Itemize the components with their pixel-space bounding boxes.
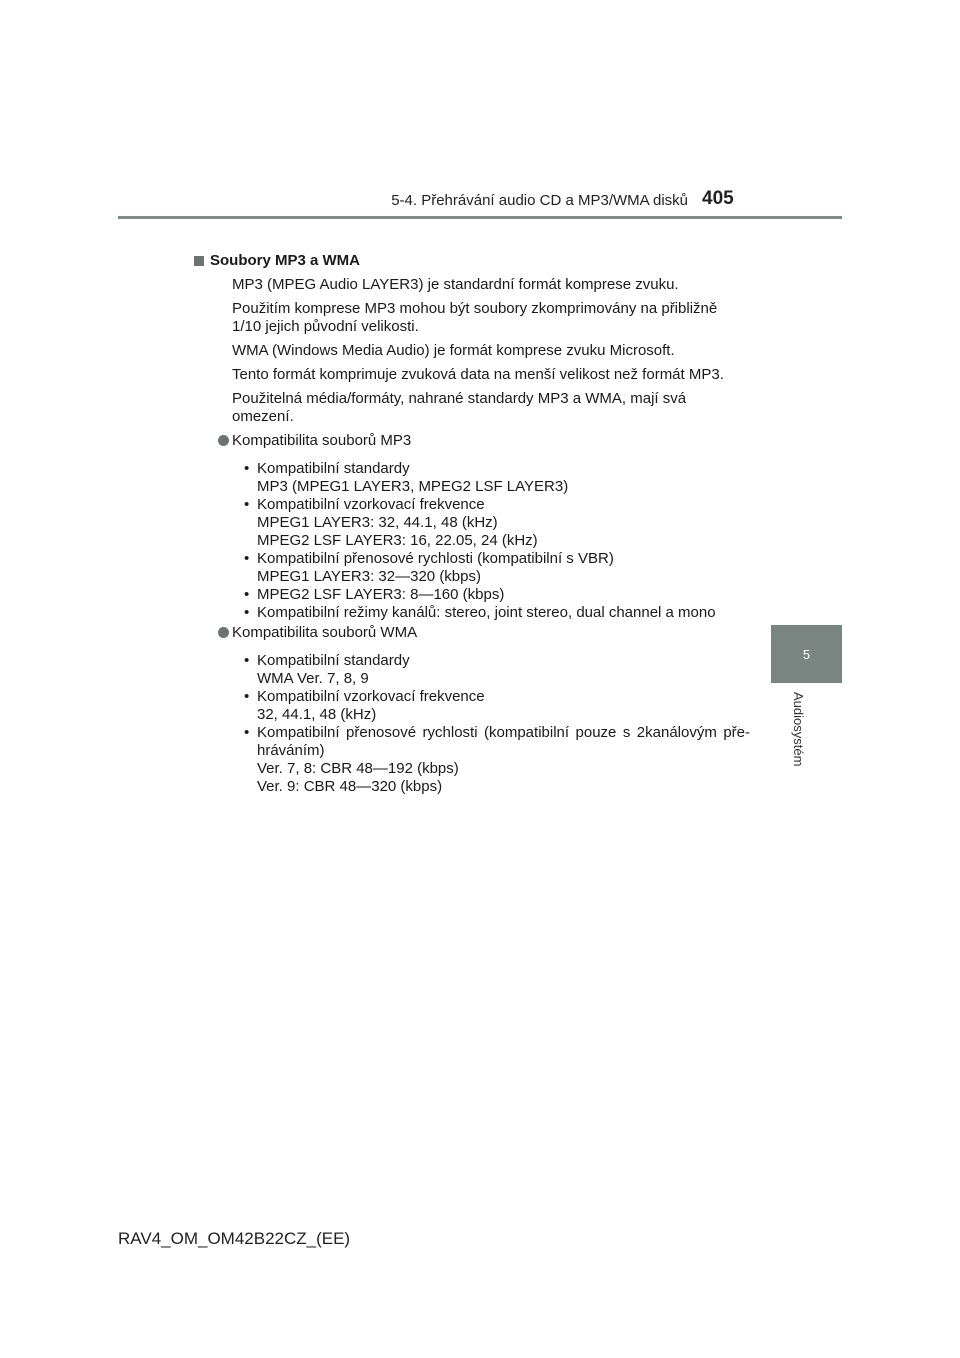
paragraph-wma-compression: Tento formát komprimuje zvuková data na menší velikost než formát MP3. (232, 366, 724, 383)
list-item (244, 688, 750, 724)
list-bullet: • (244, 652, 250, 669)
list-item-text: Kompatibilní vzorkovací frekvence 32, 44.1, 48 (kHz) (257, 688, 485, 723)
paragraph-wma-intro: WMA (Windows Media Audio) je formát komprese zvuku Microsoft. (232, 342, 675, 359)
list-item-text: Kompatibilní vzorkovací frekvence MPEG1 LAYER3: 32, 44.1, 48 (kHz) MPEG2 LSF LAYER3: 16, 22.05, 24 (kHz) (257, 496, 538, 549)
list-item-text: MPEG2 LSF LAYER3: 8—160 (kbps) (257, 586, 505, 603)
list-bullet: • (244, 460, 250, 477)
list-item-text: Kompatibilní režimy kanálů: stereo, joint stereo, dual channel a mono (257, 604, 716, 621)
list-item-text: Kompatibilní přenosové rychlosti (kompatibilní s VBR) MPEG1 LAYER3: 32—320 (kbps) (257, 550, 614, 585)
list-bullet: • (244, 496, 250, 513)
list-item (244, 586, 750, 604)
page-content (210, 252, 750, 798)
circle-bullet-icon (218, 627, 229, 638)
mp3-compatibility-heading (232, 432, 750, 450)
list-bullet: • (244, 604, 250, 621)
paragraph-mp3-intro: MP3 (MPEG Audio LAYER3) je standardní formát komprese zvuku. (232, 276, 679, 293)
list-bullet: • (244, 724, 250, 741)
wma-compatibility-heading (232, 624, 750, 642)
paragraph-mp3-compression: Použitím komprese MP3 mohou být soubory zkomprimovány na přibližně 1/10 jejich původní velikosti. (232, 300, 718, 335)
mp3-compatibility-list (244, 460, 750, 622)
chapter-side-label: Audiosystém (791, 692, 806, 767)
list-item (244, 550, 750, 586)
section-heading-text: Soubory MP3 a WMA (210, 252, 361, 269)
section-heading (210, 252, 750, 270)
list-bullet: • (244, 550, 250, 567)
chapter-tab-number: 5 (802, 646, 811, 662)
list-item (244, 460, 750, 496)
footer-document-code: RAV4_OM_OM42B22CZ_(EE) (118, 1229, 351, 1248)
paragraph-limits: Použitelná média/formáty, nahrané standardy MP3 a WMA, mají svá omezení. (232, 390, 687, 425)
list-item (244, 724, 750, 796)
list-item-text: Kompatibilní přenosové rychlosti (kompatibilní pouze s 2kanálovým pře- hráváním) Ver. 7, 8: CBR 48—192 (kbps) Ver. 9: CBR 48—320 (kbps) (257, 724, 750, 795)
list-item-text: Kompatibilní standardy MP3 (MPEG1 LAYER3, MPEG2 LSF LAYER3) (257, 460, 569, 495)
circle-bullet-icon (218, 435, 229, 446)
header-rule (118, 216, 842, 219)
chapter-tab (771, 625, 842, 683)
square-bullet-icon (194, 256, 204, 266)
page-number: 405 (702, 188, 734, 209)
header-chapter-title: 5-4. Přehrávání audio CD a MP3/WMA disků (391, 192, 688, 209)
mp3-compatibility-heading-text: Kompatibilita souborů MP3 (232, 432, 412, 449)
list-item (244, 604, 750, 622)
list-item-text: Kompatibilní standardy WMA Ver. 7, 8, 9 (257, 652, 410, 687)
list-bullet: • (244, 586, 250, 603)
list-bullet: • (244, 688, 250, 705)
list-item (244, 652, 750, 688)
wma-compatibility-heading-text: Kompatibilita souborů WMA (232, 624, 418, 641)
wma-compatibility-list (244, 652, 750, 796)
list-item (244, 496, 750, 550)
